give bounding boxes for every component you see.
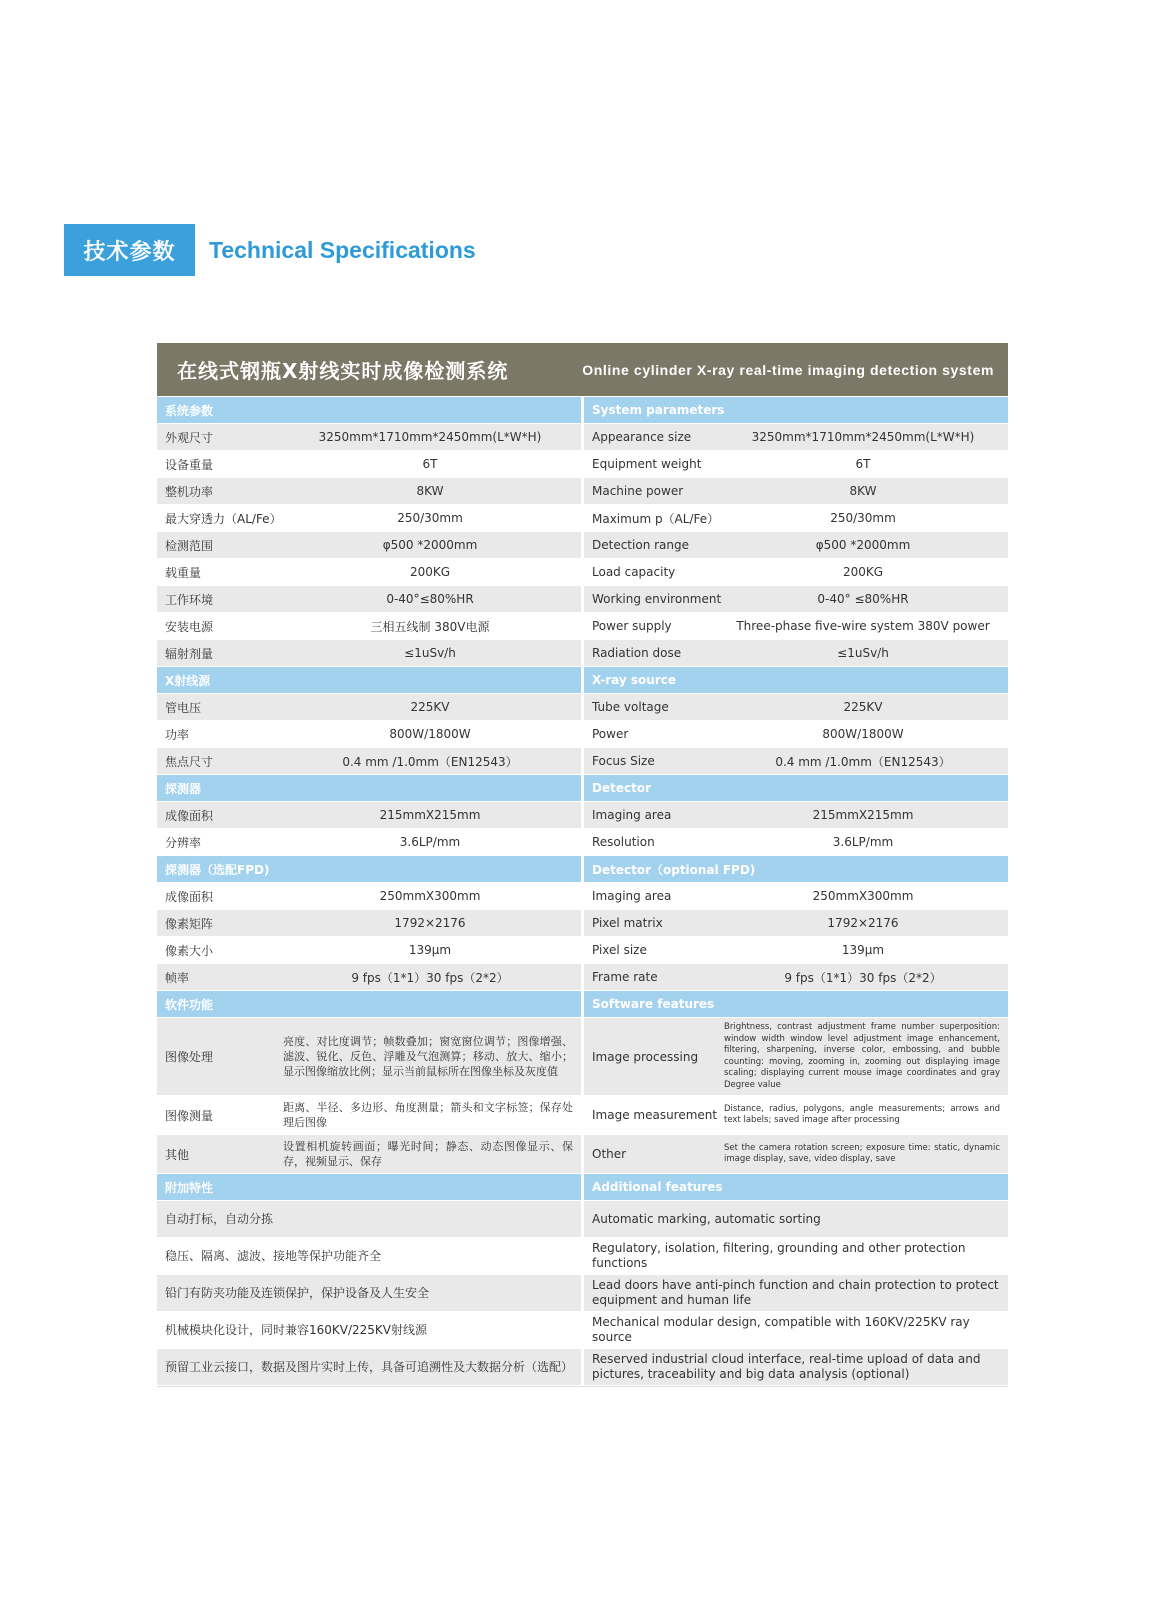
param-value-en: φ500 *2000mm bbox=[815, 538, 911, 552]
cell-cn bbox=[157, 937, 581, 963]
param-value-cn: 三相五线制 380V电源 bbox=[370, 619, 490, 634]
param-name-cn: 检测范围 bbox=[165, 538, 214, 553]
cell-cn bbox=[157, 1096, 581, 1134]
param-name-en: Load capacity bbox=[592, 565, 676, 579]
spec-table bbox=[154, 396, 1011, 1386]
param-value-en: 3.6LP/mm bbox=[832, 835, 894, 849]
feature-name-cn: 其他 bbox=[165, 1147, 190, 1162]
section-heading-row bbox=[157, 1174, 1008, 1200]
param-name-cn: 设备重量 bbox=[165, 457, 214, 472]
cell-cn bbox=[157, 1135, 581, 1173]
cell-cn bbox=[157, 478, 581, 504]
param-name-cn: 管电压 bbox=[165, 700, 202, 715]
cell-en bbox=[584, 640, 1008, 666]
header-cn-badge: 技术参数 bbox=[64, 224, 195, 276]
param-value-en: 8KW bbox=[849, 484, 877, 498]
param-name-en: Maximum p（AL/Fe） bbox=[592, 511, 720, 526]
param-value-cn: 1792×2176 bbox=[394, 916, 466, 930]
param-value-en: 6T bbox=[855, 457, 871, 471]
cell-cn bbox=[157, 613, 581, 639]
additional-feature-en: Regulatory, isolation, filtering, grounding and other protection functions bbox=[584, 1238, 1008, 1274]
section-heading-row bbox=[157, 775, 1008, 801]
param-value-en: ≤1uSv/h bbox=[837, 646, 889, 660]
table-row bbox=[157, 1201, 1008, 1237]
cell-cn bbox=[157, 586, 581, 612]
section-heading-cn: 软件功能 bbox=[157, 991, 581, 1017]
cell-en bbox=[584, 532, 1008, 558]
additional-feature-cn: 机械模块化设计，同时兼容160KV/225KV射线源 bbox=[157, 1312, 581, 1348]
param-value-en: 250/30mm bbox=[830, 511, 896, 525]
param-name-cn: 帧率 bbox=[165, 970, 190, 985]
param-name-cn: 成像面积 bbox=[165, 889, 214, 904]
feature-name-cn: 图像测量 bbox=[165, 1108, 214, 1123]
cell-en bbox=[584, 505, 1008, 531]
cell-cn bbox=[157, 748, 581, 774]
cell-en bbox=[584, 451, 1008, 477]
table-row bbox=[157, 883, 1008, 909]
table-row bbox=[157, 748, 1008, 774]
param-name-cn: 成像面积 bbox=[165, 808, 214, 823]
feature-name-cn: 图像处理 bbox=[165, 1050, 214, 1064]
param-name-en: Focus Size bbox=[592, 754, 655, 768]
param-name-en: Power supply bbox=[592, 619, 672, 633]
table-row bbox=[157, 910, 1008, 936]
param-name-en: Equipment weight bbox=[592, 457, 702, 471]
param-value-en: 0.4 mm /1.0mm（EN12543） bbox=[775, 754, 951, 769]
section-heading-cn: 附加特性 bbox=[157, 1174, 581, 1200]
cell-cn bbox=[157, 829, 581, 855]
param-name-cn: 工作环境 bbox=[165, 592, 214, 607]
section-heading-row bbox=[157, 397, 1008, 423]
additional-feature-en: Reserved industrial cloud interface, real-time upload of data and pictures, traceability and big data analysis (optional) bbox=[584, 1349, 1008, 1385]
cell-cn bbox=[157, 532, 581, 558]
param-value-cn: 8KW bbox=[416, 484, 444, 498]
feature-name-en: Image processing bbox=[592, 1049, 699, 1064]
cell-en bbox=[584, 613, 1008, 639]
param-name-cn: 载重量 bbox=[165, 565, 202, 580]
param-value-en: 1792×2176 bbox=[827, 916, 899, 930]
feature-desc-cn: 设置相机旋转画面；曝光时间；静态、动态图像显示、保存，视频显示、保存 bbox=[283, 1140, 573, 1168]
table-row bbox=[157, 1135, 1008, 1173]
param-name-cn: 外观尺寸 bbox=[165, 430, 214, 445]
table-row bbox=[157, 829, 1008, 855]
header-en-title: Technical Specifications bbox=[209, 236, 476, 263]
param-value-cn: 6T bbox=[422, 457, 438, 471]
param-value-cn: φ500 *2000mm bbox=[382, 538, 478, 552]
param-value-cn: ≤1uSv/h bbox=[404, 646, 456, 660]
additional-feature-cn: 稳压、隔离、滤波、接地等保护功能齐全 bbox=[157, 1238, 581, 1274]
param-name-cn: 功率 bbox=[165, 727, 190, 742]
param-name-en: Radiation dose bbox=[592, 646, 682, 660]
param-name-en: Detection range bbox=[592, 538, 690, 552]
additional-feature-en: Mechanical modular design, compatible with 160KV/225KV ray source bbox=[584, 1312, 1008, 1348]
additional-feature-cn: 铅门有防夹功能及连锁保护，保护设备及人生安全 bbox=[157, 1275, 581, 1311]
section-heading-row bbox=[157, 856, 1008, 882]
cell-cn bbox=[157, 964, 581, 990]
param-value-cn: 3.6LP/mm bbox=[399, 835, 461, 849]
table-row bbox=[157, 964, 1008, 990]
feature-desc-cn: 亮度、对比度调节；帧数叠加；窗宽窗位调节；图像增强、滤波、锐化、反色、浮雕及气泡测算；移动、放大、缩小；显示图像缩放比例；显示当前鼠标所在图像坐标及灰度值 bbox=[283, 1035, 573, 1078]
param-name-en: Power bbox=[592, 727, 629, 741]
table-row bbox=[157, 640, 1008, 666]
param-value-en: 250mmX300mm bbox=[812, 889, 914, 903]
param-name-cn: 焦点尺寸 bbox=[165, 754, 214, 769]
param-value-en: 9 fps（1*1）30 fps（2*2） bbox=[784, 970, 942, 985]
additional-feature-cn: 自动打标，自动分拣 bbox=[157, 1201, 581, 1237]
cell-cn bbox=[157, 505, 581, 531]
section-heading-cn: 系统参数 bbox=[157, 397, 581, 423]
param-value-cn: 3250mm*1710mm*2450mm(L*W*H) bbox=[318, 430, 542, 444]
additional-feature-en: Automatic marking, automatic sorting bbox=[584, 1201, 1008, 1237]
param-name-en: Working environment bbox=[592, 592, 722, 606]
table-row bbox=[157, 1312, 1008, 1348]
param-value-cn: 225KV bbox=[410, 700, 450, 714]
param-name-en: Frame rate bbox=[592, 970, 658, 984]
table-row bbox=[157, 586, 1008, 612]
cell-en bbox=[584, 478, 1008, 504]
feature-name-en: Other bbox=[592, 1147, 627, 1161]
table-row bbox=[157, 1275, 1008, 1311]
param-name-cn: 安装电源 bbox=[165, 619, 214, 634]
cell-en bbox=[584, 721, 1008, 747]
param-value-en: 0-40° ≤80%HR bbox=[817, 592, 909, 606]
cell-cn bbox=[157, 802, 581, 828]
table-row bbox=[157, 451, 1008, 477]
table-row bbox=[157, 424, 1008, 450]
param-name-cn: 整机功率 bbox=[165, 484, 214, 499]
param-name-cn: 分辨率 bbox=[165, 835, 202, 850]
section-heading-en: Detector（optional FPD) bbox=[584, 856, 1008, 882]
cell-en bbox=[584, 829, 1008, 855]
cell-en bbox=[584, 883, 1008, 909]
section-heading-en: X-ray source bbox=[584, 667, 1008, 693]
cell-en bbox=[584, 937, 1008, 963]
section-heading-row bbox=[157, 991, 1008, 1017]
section-header bbox=[64, 224, 476, 276]
table-row bbox=[157, 694, 1008, 720]
feature-desc-cn: 距离、半径、多边形、角度测量；箭头和文字标签；保存处理后图像 bbox=[283, 1101, 573, 1129]
cell-en bbox=[584, 802, 1008, 828]
cell-cn bbox=[157, 1018, 581, 1095]
param-value-cn: 0-40°≤80%HR bbox=[386, 592, 474, 606]
cell-cn bbox=[157, 640, 581, 666]
param-value-cn: 250/30mm bbox=[397, 511, 463, 525]
cell-en bbox=[584, 424, 1008, 450]
param-value-cn: 0.4 mm /1.0mm（EN12543） bbox=[342, 754, 518, 769]
section-heading-en: Detector bbox=[584, 775, 1008, 801]
param-value-cn: 250mmX300mm bbox=[379, 889, 481, 903]
cell-en bbox=[584, 964, 1008, 990]
param-name-en: Imaging area bbox=[592, 808, 672, 822]
section-heading-en: Additional features bbox=[584, 1174, 1008, 1200]
param-value-cn: 139μm bbox=[408, 943, 452, 957]
param-name-en: Tube voltage bbox=[592, 700, 669, 714]
table-row bbox=[157, 937, 1008, 963]
section-heading-cn: X射线源 bbox=[157, 667, 581, 693]
table-row bbox=[157, 559, 1008, 585]
cell-en bbox=[584, 910, 1008, 936]
cell-cn bbox=[157, 883, 581, 909]
feature-desc-en: Distance, radius, polygons, angle measurements; arrows and text labels; saved image after processing bbox=[724, 1103, 1000, 1125]
param-name-cn: 像素矩阵 bbox=[165, 916, 214, 931]
table-row bbox=[157, 505, 1008, 531]
feature-desc-en: Set the camera rotation screen; exposure time: static, dynamic image display, save, video display, save bbox=[724, 1142, 1000, 1164]
cell-cn bbox=[157, 559, 581, 585]
cell-cn bbox=[157, 910, 581, 936]
cell-en bbox=[584, 586, 1008, 612]
section-heading-cn: 探测器（选配FPD) bbox=[157, 856, 581, 882]
cell-en bbox=[584, 559, 1008, 585]
param-value-cn: 800W/1800W bbox=[389, 727, 471, 741]
cell-cn bbox=[157, 451, 581, 477]
spec-table-container bbox=[157, 343, 1008, 1387]
cell-en bbox=[584, 748, 1008, 774]
cell-en bbox=[584, 1018, 1008, 1095]
param-name-cn: 最大穿透力（AL/Fe） bbox=[165, 511, 282, 526]
table-row bbox=[157, 532, 1008, 558]
cell-en bbox=[584, 1135, 1008, 1173]
param-value-en: 800W/1800W bbox=[822, 727, 904, 741]
table-row bbox=[157, 721, 1008, 747]
table-row bbox=[157, 1349, 1008, 1385]
spec-title-en: Online cylinder X-ray real-time imaging detection system bbox=[582, 361, 994, 378]
feature-desc-en: Brightness, contrast adjustment frame number superposition: window width window level adjustment image enhancement, filtering, sharpening, inverse color, embossing, and bubble counting: moving, zooming in, zooming out displaying image scaling; displaying current mouse image coordinates and gray Degree value bbox=[724, 1022, 1000, 1090]
additional-feature-en: Lead doors have anti-pinch function and chain protection to protect equipment and human life bbox=[584, 1275, 1008, 1311]
param-name-cn: 像素大小 bbox=[165, 943, 214, 958]
param-value-en: 215mmX215mm bbox=[812, 808, 914, 822]
section-heading-en: Software features bbox=[584, 991, 1008, 1017]
cell-cn bbox=[157, 424, 581, 450]
param-name-en: Appearance size bbox=[592, 430, 692, 444]
table-row bbox=[157, 613, 1008, 639]
table-row bbox=[157, 1238, 1008, 1274]
table-row bbox=[157, 802, 1008, 828]
param-value-en: 225KV bbox=[843, 700, 883, 714]
param-value-cn: 9 fps（1*1）30 fps（2*2） bbox=[351, 970, 509, 985]
spec-title-cn: 在线式钢瓶X射线实时成像检测系统 bbox=[177, 359, 509, 383]
additional-feature-cn: 预留工业云接口，数据及图片实时上传，具备可追溯性及大数据分析（选配） bbox=[157, 1349, 581, 1385]
param-value-cn: 200KG bbox=[409, 565, 451, 579]
param-name-en: Pixel size bbox=[592, 943, 647, 957]
param-value-en: 139μm bbox=[841, 943, 885, 957]
cell-cn bbox=[157, 694, 581, 720]
param-value-en: Three-phase five-wire system 380V power bbox=[736, 619, 990, 633]
param-name-en: Resolution bbox=[592, 835, 655, 849]
spec-title-bar bbox=[157, 343, 1008, 396]
param-value-en: 3250mm*1710mm*2450mm(L*W*H) bbox=[751, 430, 975, 444]
section-heading-cn: 探测器 bbox=[157, 775, 581, 801]
param-name-cn: 辐射剂量 bbox=[165, 646, 214, 661]
cell-en bbox=[584, 694, 1008, 720]
param-value-cn: 215mmX215mm bbox=[379, 808, 481, 822]
table-row bbox=[157, 1096, 1008, 1134]
param-name-en: Imaging area bbox=[592, 889, 672, 903]
section-heading-row bbox=[157, 667, 1008, 693]
param-name-en: Pixel matrix bbox=[592, 916, 663, 930]
feature-name-en: Image measurement bbox=[592, 1108, 718, 1122]
table-row bbox=[157, 478, 1008, 504]
section-heading-en: System parameters bbox=[584, 397, 1008, 423]
param-name-en: Machine power bbox=[592, 484, 684, 498]
table-row bbox=[157, 1018, 1008, 1095]
cell-en bbox=[584, 1096, 1008, 1134]
cell-cn bbox=[157, 721, 581, 747]
param-value-en: 200KG bbox=[842, 565, 884, 579]
